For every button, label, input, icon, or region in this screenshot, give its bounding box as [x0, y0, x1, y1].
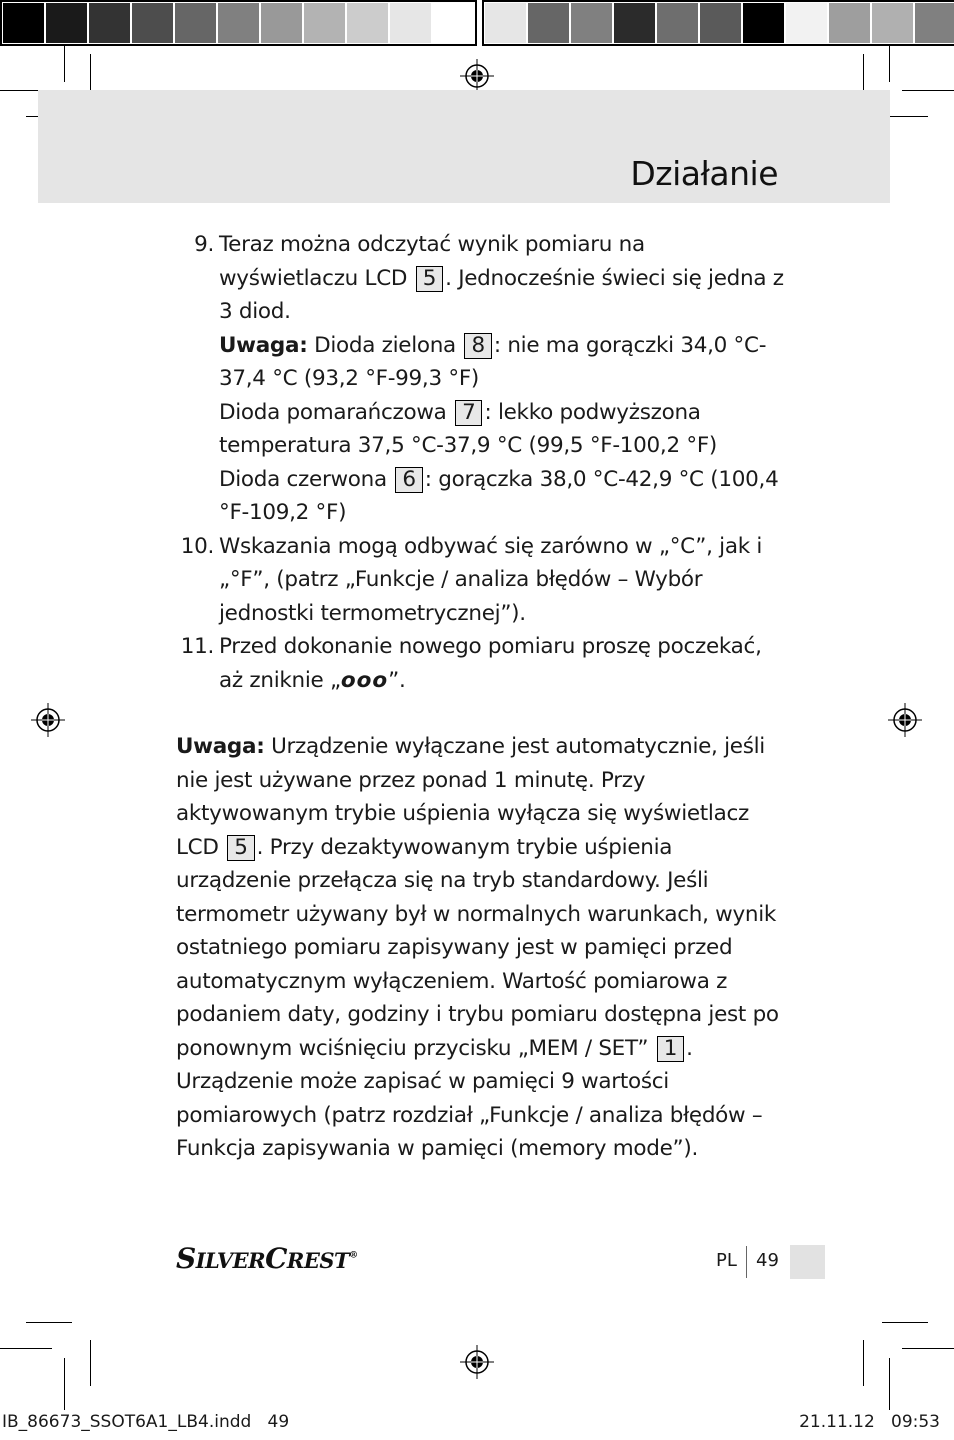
color-swatch: [613, 2, 656, 44]
crop-mark: [0, 1348, 52, 1349]
color-swatch: [45, 2, 88, 44]
color-swatch: [871, 2, 914, 44]
crop-mark: [889, 1358, 890, 1410]
item-text: : gorączka 38,0 °C-42,9 °C (100,4 °F-109,2 °F): [219, 466, 779, 525]
crop-mark: [90, 1340, 91, 1386]
color-swatch: [742, 2, 785, 44]
list-item: [176, 228, 786, 530]
part-number-box: 7: [455, 400, 482, 426]
item-text: : lekko podwyższona temperatura 37,5 °C-37,9 °C (99,5 °F-100,2 °F): [219, 399, 717, 458]
color-swatch: [88, 2, 131, 44]
color-swatch: [527, 2, 570, 44]
color-swatch: [131, 2, 174, 44]
registration-mark-icon: [460, 1345, 494, 1379]
note-text: . Przy dezaktywowanym trybie uśpienia urządzenie przełącza się na tryb standardowy. Jeśli termometr używany był w normalnych warunkach, wynik ostatniego pomiaru zapisywany jest w pamięci przed automatycznym wyłączeniem. Wartość pomiarowa z podaniem daty, godziny i trybu pomiaru dostępna jest po ponownym wciśnięciu przycisku „MEM / SET”: [176, 834, 779, 1061]
list-item: [176, 630, 786, 697]
color-swatch: [570, 2, 613, 44]
item-text: Teraz można odczytać wynik pomiaru na wyświetlaczu LCD: [219, 232, 645, 291]
list-item-number: 9.: [194, 232, 214, 257]
part-number-box: 8: [464, 333, 491, 359]
page-number: 49: [756, 1250, 779, 1271]
color-swatch: [389, 2, 432, 44]
color-swatch: [828, 2, 871, 44]
item-text: Dioda pomarańczowa: [219, 399, 447, 425]
note-text: Urządzenie wyłączane jest automatycznie, jeśli nie jest używane przez ponad 1 minutę. Przy aktywowanym trybie uśpienia wyłącza się wyświetlacz LCD: [176, 734, 765, 860]
crop-mark: [902, 90, 954, 91]
note-label: Uwaga:: [176, 734, 265, 759]
color-calibration-bar-left: [2, 2, 475, 44]
crop-mark: [64, 46, 65, 82]
note-text: . Urządzenie może zapisać w pamięci 9 wartości pomiarowych (patrz rozdział „Funkcje / analiza błędów – Funkcja zapisywania w pamięci (memory mode”).: [176, 1035, 763, 1161]
crop-mark: [889, 46, 890, 82]
part-number-box: 6: [395, 467, 422, 493]
item-text: Dioda zielona: [307, 332, 456, 358]
color-swatch: [260, 2, 303, 44]
color-calibration-bar-right: [484, 2, 954, 44]
color-swatch: [303, 2, 346, 44]
crop-mark: [902, 1348, 954, 1349]
color-swatch: [174, 2, 217, 44]
language-code: PL: [716, 1250, 737, 1271]
crop-mark: [863, 1340, 864, 1386]
part-number-box: 5: [416, 266, 443, 292]
color-swatch: [785, 2, 828, 44]
print-slug-file: IB_86673_SSOT6A1_LB4.indd 49: [2, 1412, 290, 1432]
footer-divider: [746, 1246, 747, 1278]
item-text: . Jednocześnie świeci się jedna z 3 diod.: [219, 265, 784, 324]
print-slug-datetime: 21.11.12 09:53: [799, 1412, 940, 1432]
color-swatch: [217, 2, 260, 44]
item-text: Dioda czerwona: [219, 466, 387, 492]
content-body: [176, 228, 786, 1166]
note-paragraph: [176, 730, 786, 1166]
crop-mark: [26, 1322, 72, 1323]
crop-mark: [64, 1358, 65, 1410]
color-swatch: [484, 2, 527, 44]
color-swatch: [656, 2, 699, 44]
part-number-box: 5: [227, 835, 254, 861]
list-item: [176, 530, 786, 631]
list-item-number: 10.: [180, 533, 214, 559]
lcd-symbol: ooo: [340, 667, 389, 693]
warning-label: Uwaga:: [219, 332, 308, 358]
item-text: ”.: [388, 667, 406, 693]
registration-mark-icon: [888, 703, 922, 737]
registration-mark-icon: [460, 59, 494, 93]
color-swatch: [432, 2, 475, 44]
color-swatch: [914, 2, 954, 44]
item-text: Wskazania mogą odbywać się zarówno w „°C”, jak i „°F”, (patrz „Funkcje / analiza błędów – Wybór jednostki termometrycznej”).: [219, 533, 763, 626]
page-tab-box: [790, 1245, 825, 1279]
registration-mark-icon: [31, 703, 65, 737]
color-swatch: [2, 2, 45, 44]
color-swatch: [699, 2, 742, 44]
color-swatch: [346, 2, 389, 44]
crop-mark: [882, 1322, 928, 1323]
list-item-number: 11.: [180, 634, 214, 659]
page-title: Działanie: [630, 154, 778, 193]
item-text: Przed dokonanie nowego pomiaru proszę poczekać, aż zniknie „: [219, 634, 762, 693]
item-text: : nie ma gorączki 34,0 °C-37,4 °C (93,2 °F-99,3 °F): [219, 332, 767, 391]
part-number-box: 1: [657, 1036, 684, 1062]
silvercrest-logo: SILVERCREST®: [176, 1242, 358, 1275]
